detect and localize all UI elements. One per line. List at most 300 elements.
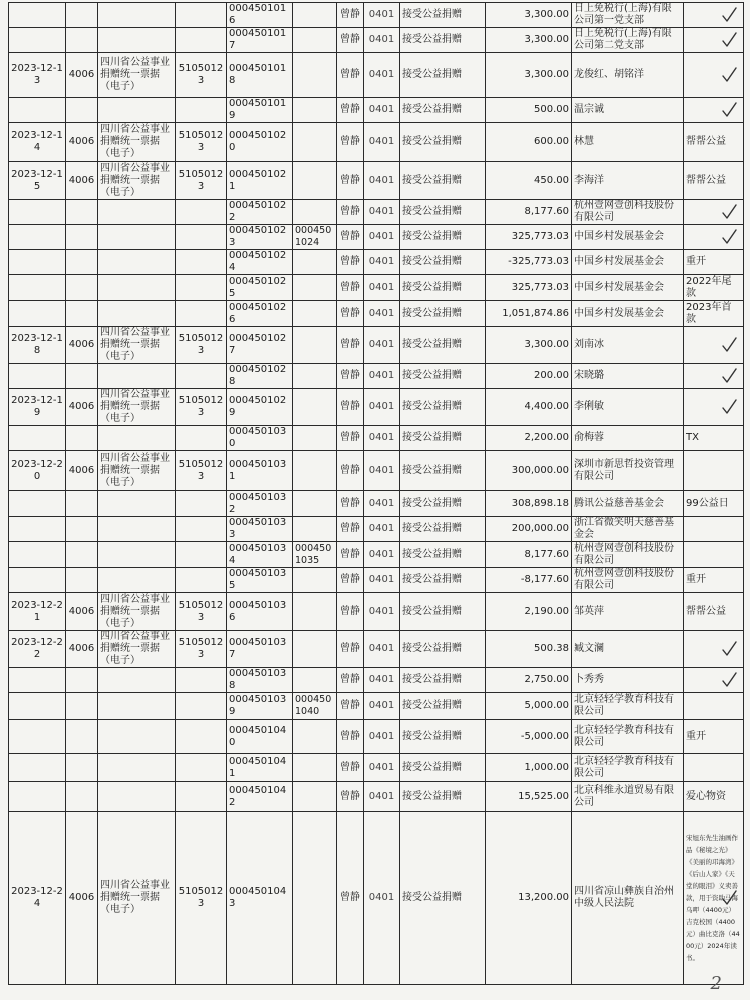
receipt-number	[227, 162, 293, 200]
handler-name-text: 曾静	[340, 136, 360, 147]
entry-date-text: 2023-12-24	[11, 886, 63, 909]
donor-name	[572, 517, 684, 542]
donor-name-text: 温宗诚	[574, 104, 604, 115]
remark	[684, 3, 744, 28]
receipt-type	[98, 28, 176, 53]
receipt-code-text: 4006	[68, 174, 95, 186]
table-row	[9, 275, 744, 301]
donation-amount	[486, 123, 572, 162]
table-row	[9, 720, 744, 754]
handler-name	[337, 364, 364, 389]
remark	[684, 389, 744, 426]
receipt-range-end-text: 0004501040	[295, 694, 332, 717]
handler-name-text: 曾静	[340, 231, 360, 242]
remark	[684, 754, 744, 782]
receipt-batch-text: 51050123	[178, 333, 224, 356]
remark	[684, 162, 744, 200]
receipt-code	[66, 426, 98, 451]
remark	[684, 693, 744, 720]
donor-name	[572, 53, 684, 98]
handler-name	[337, 389, 364, 426]
receipt-batch-text: 51050123	[178, 63, 224, 86]
donation-amount	[486, 754, 572, 782]
entry-date-text: 2023-12-22	[11, 637, 63, 660]
entry-summary-text: 接受公益捐赠	[402, 497, 462, 509]
handler-name	[337, 327, 364, 364]
receipt-range-end	[293, 426, 337, 451]
table-row	[9, 631, 744, 668]
account-code-text: 0401	[368, 136, 395, 147]
donor-name-text: 李俐敏	[574, 401, 604, 412]
entry-date	[9, 568, 66, 593]
receipt-range-end	[293, 162, 337, 200]
entry-summary	[400, 389, 486, 426]
donation-amount-text: -8,177.60	[520, 574, 569, 585]
table-row	[9, 693, 744, 720]
entry-summary-text: 接受公益捐赠	[402, 136, 462, 147]
handler-name	[337, 720, 364, 754]
receipt-code	[66, 123, 98, 162]
receipt-type	[98, 250, 176, 275]
receipt-batch	[176, 364, 227, 389]
donation-amount-text: 3,300.00	[524, 34, 569, 45]
entry-summary	[400, 720, 486, 754]
donation-amount-text: 300,000.00	[511, 464, 569, 476]
donor-name	[572, 812, 684, 985]
donation-amount	[486, 98, 572, 123]
donation-amount-text: -5,000.00	[520, 730, 569, 742]
receipt-code	[66, 542, 98, 568]
receipt-batch	[176, 53, 227, 98]
remark	[684, 28, 744, 53]
receipt-number-text: 0004501020	[229, 130, 287, 153]
entry-date	[9, 3, 66, 28]
donor-name-text: 李海洋	[574, 174, 604, 186]
account-code-text: 0401	[368, 9, 395, 20]
entry-date	[9, 327, 66, 364]
account-code-text: 0401	[368, 206, 395, 217]
account-code-text: 0401	[368, 174, 395, 186]
receipt-number	[227, 98, 293, 123]
entry-summary	[400, 3, 486, 28]
entry-summary	[400, 693, 486, 720]
handler-name-text: 曾静	[340, 892, 360, 903]
entry-date-text: 2023-12-15	[11, 168, 63, 192]
handler-name-text: 曾静	[340, 790, 360, 802]
receipt-number	[227, 28, 293, 53]
receipt-batch	[176, 542, 227, 568]
donor-name-text: 浙江省微笑明天慈善基金会	[574, 517, 674, 540]
handler-name-text: 曾静	[340, 464, 360, 476]
donation-amount-text: 13,200.00	[518, 892, 569, 903]
donor-name-text: 杭州壹网壹创科技股份有限公司	[574, 568, 674, 591]
donation-amount-text: 2,750.00	[524, 674, 569, 685]
table-row	[9, 364, 744, 389]
handler-name-text: 曾静	[340, 69, 360, 80]
account-code-text: 0401	[368, 700, 395, 711]
remark	[684, 517, 744, 542]
receipt-batch	[176, 720, 227, 754]
donation-amount	[486, 3, 572, 28]
receipt-range-end	[293, 782, 337, 812]
donor-name	[572, 631, 684, 668]
donor-name-text: 俞梅蓉	[574, 432, 604, 443]
table-row	[9, 28, 744, 53]
remark	[684, 225, 744, 250]
handler-name-text: 曾静	[340, 523, 360, 534]
receipt-range-end	[293, 451, 337, 491]
handler-name	[337, 517, 364, 542]
receipt-range-end	[293, 53, 337, 98]
receipt-number-text: 0004501037	[229, 637, 287, 660]
donation-amount	[486, 389, 572, 426]
receipt-number	[227, 275, 293, 301]
entry-date-text: 2023-12-20	[11, 458, 63, 482]
receipt-type	[98, 451, 176, 491]
receipt-range-end	[293, 301, 337, 327]
receipt-number-text: 0004501028	[229, 364, 287, 387]
donation-amount-text: 2,200.00	[524, 432, 569, 443]
receipt-batch-text: 51050123	[178, 637, 224, 660]
account-code-text: 0401	[368, 730, 395, 742]
table-row	[9, 98, 744, 123]
receipt-batch	[176, 389, 227, 426]
check-mark-icon	[721, 67, 737, 83]
donor-name	[572, 720, 684, 754]
handler-name	[337, 301, 364, 327]
entry-summary-text: 接受公益捐赠	[402, 339, 462, 350]
receipt-type-text: 四川省公益事业捐赠统一票据（电子）	[100, 57, 170, 92]
receipt-code	[66, 53, 98, 98]
donor-name-text: 卜秀秀	[574, 674, 604, 685]
donation-amount	[486, 364, 572, 389]
handler-name	[337, 225, 364, 250]
donor-name	[572, 98, 684, 123]
entry-date	[9, 720, 66, 754]
handler-name	[337, 451, 364, 491]
account-code	[364, 451, 400, 491]
receipt-type	[98, 3, 176, 28]
remark-text: 2023年首款	[686, 301, 732, 325]
donor-name-text: 北京轻轻学教育科技有限公司	[574, 694, 674, 717]
donor-name-text: 杭州壹网壹创科技股份有限公司	[574, 542, 674, 566]
receipt-range-end	[293, 3, 337, 28]
receipt-batch	[176, 517, 227, 542]
entry-date	[9, 275, 66, 301]
entry-date	[9, 200, 66, 225]
receipt-number-text: 0004501043	[229, 886, 287, 909]
handler-name	[337, 668, 364, 693]
account-code	[364, 693, 400, 720]
entry-summary	[400, 327, 486, 364]
receipt-number-text: 0004501025	[229, 275, 287, 299]
donation-amount-text: 600.00	[534, 136, 569, 147]
donation-amount	[486, 720, 572, 754]
handler-name-text: 曾静	[340, 104, 360, 115]
check-mark-icon	[721, 229, 737, 245]
receipt-type	[98, 162, 176, 200]
handler-name	[337, 200, 364, 225]
check-mark-icon	[721, 368, 737, 384]
receipt-type-text: 四川省公益事业捐赠统一票据（电子）	[100, 124, 170, 159]
donation-amount-text: 8,177.60	[524, 548, 569, 560]
entry-date	[9, 542, 66, 568]
donation-amount-text: 2,190.00	[524, 605, 569, 617]
receipt-number	[227, 301, 293, 327]
entry-summary	[400, 123, 486, 162]
entry-summary	[400, 568, 486, 593]
receipt-type	[98, 517, 176, 542]
donation-amount	[486, 693, 572, 720]
receipt-code-text: 4006	[68, 892, 95, 903]
account-code-text: 0401	[368, 790, 395, 802]
donor-name-text: 臧文澜	[574, 643, 604, 654]
receipt-code	[66, 28, 98, 53]
receipt-batch	[176, 568, 227, 593]
entry-summary	[400, 593, 486, 631]
account-code-text: 0401	[368, 281, 395, 293]
receipt-number	[227, 782, 293, 812]
receipt-type	[98, 123, 176, 162]
check-mark-icon	[721, 204, 737, 220]
receipt-batch	[176, 275, 227, 301]
receipt-type-text: 四川省公益事业捐赠统一票据（电子）	[100, 880, 170, 915]
donor-name	[572, 250, 684, 275]
donor-name-text: 日上免税行(上海)有限公司第二党支部	[574, 28, 672, 51]
handler-name	[337, 250, 364, 275]
receipt-number	[227, 426, 293, 451]
remark	[684, 568, 744, 593]
entry-summary-text: 接受公益捐赠	[402, 401, 462, 412]
receipt-type	[98, 364, 176, 389]
receipt-range-end	[293, 491, 337, 517]
table-row	[9, 123, 744, 162]
handler-name-text: 曾静	[340, 700, 360, 711]
handler-name	[337, 812, 364, 985]
donor-name	[572, 693, 684, 720]
account-code-text: 0401	[368, 307, 395, 319]
entry-summary	[400, 668, 486, 693]
entry-date	[9, 668, 66, 693]
handler-name	[337, 275, 364, 301]
handler-name	[337, 568, 364, 593]
receipt-batch-text: 51050123	[178, 886, 224, 909]
table-row	[9, 225, 744, 250]
donation-amount	[486, 631, 572, 668]
receipt-number-text: 0004501032	[229, 491, 287, 515]
donation-amount	[486, 327, 572, 364]
receipt-batch	[176, 28, 227, 53]
handler-name	[337, 98, 364, 123]
receipt-batch-text: 51050123	[178, 599, 224, 623]
receipt-type	[98, 754, 176, 782]
receipt-code	[66, 754, 98, 782]
receipt-number-text: 0004501041	[229, 755, 287, 779]
receipt-type	[98, 98, 176, 123]
entry-date	[9, 426, 66, 451]
donor-name	[572, 389, 684, 426]
entry-summary-text: 接受公益捐赠	[402, 69, 462, 80]
donation-amount-text: 1,000.00	[524, 761, 569, 773]
donor-name	[572, 451, 684, 491]
donor-name-text: 北京轻轻学教育科技有限公司	[574, 724, 674, 748]
account-code	[364, 782, 400, 812]
donor-name	[572, 542, 684, 568]
receipt-type	[98, 275, 176, 301]
account-code	[364, 631, 400, 668]
account-code-text: 0401	[368, 256, 395, 267]
receipt-batch	[176, 162, 227, 200]
donation-amount-text: 1,051,874.86	[502, 307, 569, 319]
account-code	[364, 754, 400, 782]
remark	[684, 782, 744, 812]
entry-summary-text: 接受公益捐赠	[402, 231, 462, 242]
receipt-batch-text: 51050123	[178, 168, 224, 192]
entry-date	[9, 225, 66, 250]
table-row	[9, 327, 744, 364]
receipt-number	[227, 389, 293, 426]
receipt-range-end	[293, 593, 337, 631]
entry-summary-text: 接受公益捐赠	[402, 34, 462, 45]
donor-name-text: 腾讯公益慈善基金会	[574, 497, 664, 509]
handler-name-text: 曾静	[340, 307, 360, 319]
entry-date	[9, 123, 66, 162]
remark	[684, 250, 744, 275]
donation-amount	[486, 200, 572, 225]
entry-summary	[400, 782, 486, 812]
receipt-type	[98, 568, 176, 593]
receipt-number	[227, 517, 293, 542]
table-row	[9, 53, 744, 98]
entry-summary-text: 接受公益捐赠	[402, 790, 462, 802]
handler-name-text: 曾静	[340, 206, 360, 217]
handler-name	[337, 3, 364, 28]
receipt-range-end	[293, 364, 337, 389]
donor-name	[572, 301, 684, 327]
receipt-code	[66, 593, 98, 631]
account-code-text: 0401	[368, 339, 395, 350]
receipt-batch	[176, 250, 227, 275]
donor-name	[572, 275, 684, 301]
account-code-text: 0401	[368, 464, 395, 476]
account-code-text: 0401	[368, 231, 395, 242]
handler-name	[337, 162, 364, 200]
receipt-batch	[176, 693, 227, 720]
entry-date	[9, 364, 66, 389]
entry-summary	[400, 28, 486, 53]
check-mark-icon	[721, 102, 737, 118]
donor-name-text: 日上免税行(上海)有限公司第一党支部	[574, 3, 672, 26]
handler-name	[337, 754, 364, 782]
entry-summary-text: 接受公益捐赠	[402, 104, 462, 115]
entry-summary	[400, 364, 486, 389]
receipt-number-text: 0004501035	[229, 568, 287, 591]
receipt-batch	[176, 327, 227, 364]
receipt-number-text: 0004501029	[229, 395, 287, 418]
donor-name	[572, 491, 684, 517]
remark	[684, 98, 744, 123]
handler-name-text: 曾静	[340, 574, 360, 585]
receipt-range-end	[293, 568, 337, 593]
receipt-range-end	[293, 389, 337, 426]
receipt-type-text: 四川省公益事业捐赠统一票据（电子）	[100, 452, 170, 488]
receipt-number	[227, 491, 293, 517]
account-code	[364, 28, 400, 53]
handler-name-text: 曾静	[340, 370, 360, 381]
handler-name-text: 曾静	[340, 548, 360, 560]
account-code	[364, 250, 400, 275]
receipt-number	[227, 754, 293, 782]
table-row	[9, 301, 744, 327]
receipt-code-text: 4006	[68, 69, 95, 80]
donation-amount-text: 450.00	[534, 174, 569, 186]
check-mark-icon	[721, 672, 737, 688]
receipt-range-end	[293, 200, 337, 225]
entry-summary-text: 接受公益捐赠	[402, 700, 462, 711]
receipt-type	[98, 542, 176, 568]
donation-ledger-table	[8, 2, 744, 985]
account-code-text: 0401	[368, 643, 395, 654]
donor-name	[572, 593, 684, 631]
remark-text: TX	[686, 432, 699, 443]
remark-text: 帮帮公益	[686, 174, 726, 186]
account-code	[364, 668, 400, 693]
receipt-batch	[176, 123, 227, 162]
entry-summary-text: 接受公益捐赠	[402, 761, 462, 773]
donation-amount	[486, 782, 572, 812]
handler-name	[337, 631, 364, 668]
account-code	[364, 542, 400, 568]
handler-name-text: 曾静	[340, 174, 360, 186]
receipt-batch	[176, 754, 227, 782]
donation-amount-text: 200.00	[534, 370, 569, 381]
remark	[684, 491, 744, 517]
receipt-range-end-text: 0004501035	[295, 542, 332, 566]
receipt-type	[98, 812, 176, 985]
donor-name	[572, 225, 684, 250]
receipt-range-end	[293, 517, 337, 542]
receipt-type	[98, 327, 176, 364]
donor-name-text: 北京轻轻学教育科技有限公司	[574, 755, 674, 779]
handler-name	[337, 426, 364, 451]
remark	[684, 327, 744, 364]
donor-name	[572, 123, 684, 162]
table-row	[9, 200, 744, 225]
donation-amount	[486, 593, 572, 631]
donation-amount	[486, 225, 572, 250]
receipt-number	[227, 720, 293, 754]
remark	[684, 200, 744, 225]
receipt-number-text: 0004501019	[229, 98, 287, 121]
remark	[684, 451, 744, 491]
donor-name-text: 刘南冰	[574, 339, 604, 350]
account-code-text: 0401	[368, 370, 395, 381]
table-row	[9, 3, 744, 28]
remark-text: 爱心物资	[686, 790, 726, 802]
remark	[684, 364, 744, 389]
remark-text: 99公益日	[686, 497, 729, 509]
donor-name	[572, 754, 684, 782]
donor-name-text: 宋晓璐	[574, 370, 604, 381]
donation-amount-text: 3,300.00	[524, 9, 569, 20]
entry-summary	[400, 542, 486, 568]
entry-date-text: 2023-12-14	[11, 130, 63, 153]
receipt-type-text: 四川省公益事业捐赠统一票据（电子）	[100, 631, 170, 666]
entry-summary-text: 接受公益捐赠	[402, 643, 462, 654]
receipt-code	[66, 568, 98, 593]
account-code	[364, 517, 400, 542]
remark	[684, 275, 744, 301]
